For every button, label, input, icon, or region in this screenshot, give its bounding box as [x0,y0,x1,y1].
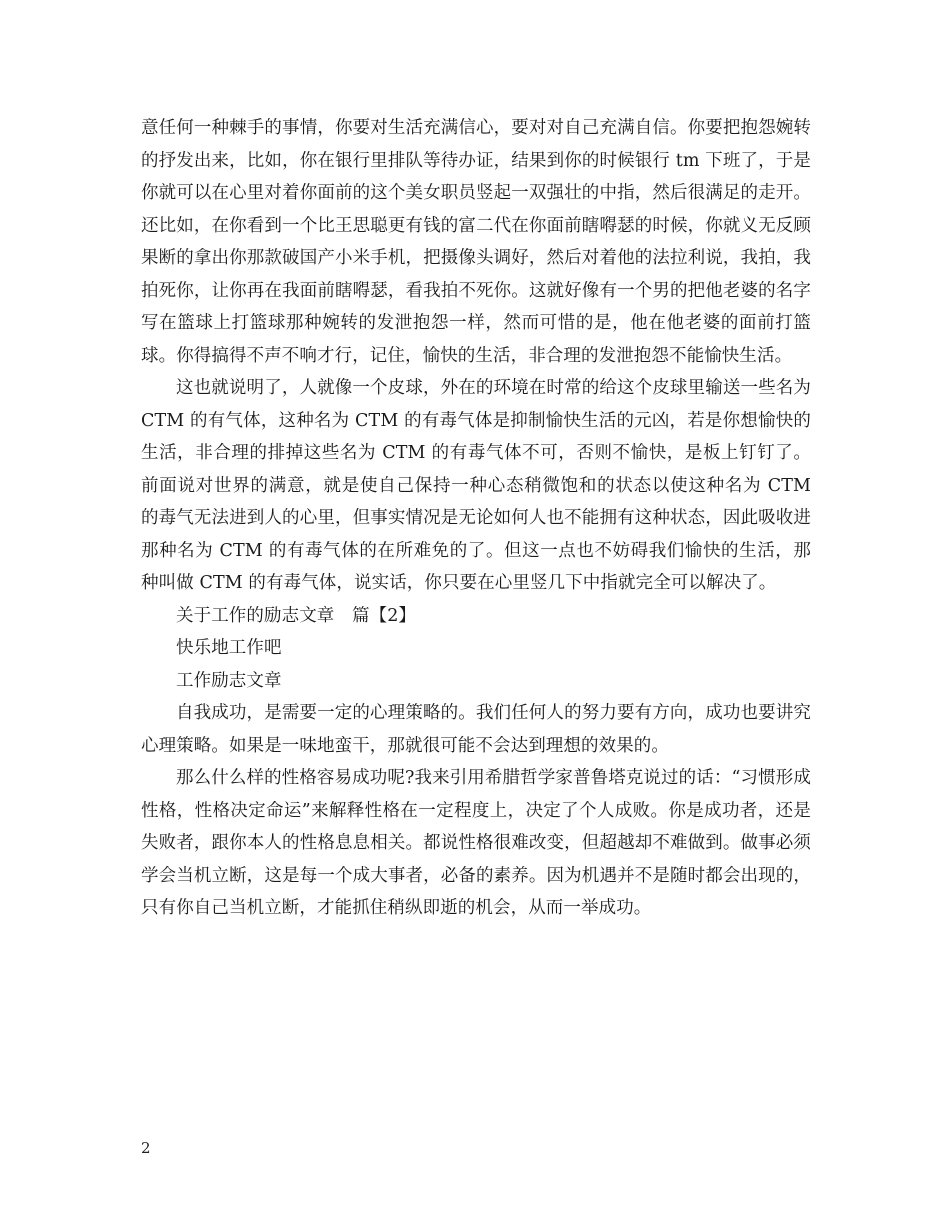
paragraph-1: 意任何一种棘手的事情，你要对生活充满信心，要对对自己充满自信。你要把抱怨婉转的抒发出来，比如，你在银行里排队等待办证，结果到你的时候银行 tm 下班了，于是你就可以在心里对着你面前的这个美女职员竖起一双强壮的中指，然后很满足的走开。还比如，在你看到一个比王思聪更有钱的富二代在你面前瞎嘚瑟的时候，你就义无反顾果断的拿出你那款破国产小米手机，把摄像头调好，然后对着他的法拉利说，我拍，我拍死你，让你再在我面前瞎嘚瑟，看我拍不死你。这就好像有一个男的把他老婆的名字写在篮球上打篮球那种婉转的发泄抱怨一样，然而可惜的是，他在他老婆的面前打篮球。你得搞得不声不响才行，记住，愉快的生活，非合理的发泄抱怨不能愉快生活。 [141,118,811,366]
article-category: 工作励志文章 [176,670,282,691]
paragraph-3: 自我成功，是需要一定的心理策略的。我们任何人的努力要有方向，成功也要讲究心理策略。如果是一味地蛮干，那就很可能不会达到理想的效果的。 [141,703,811,756]
article-title: 快乐地工作吧 [176,638,282,658]
document-body [141,112,811,925]
paragraph-2: 这也就说明了，人就像一个皮球，外在的环境在时常的给这个皮球里输送一些名为 CTM 的有气体，这种名为 CTM 的有毒气体是抑制愉快生活的元凶，若是你想愉快的生活，非合理的排掉这些名为 CTM 的有毒气体不可，否则不愉快，是板上钉钉了。前面说对世界的满意，就是使自己保持一种心态稍微饱和的状态以使这种名为 CTM 的毒气无法进到人的心里，但事实情况是无论如何人也不能拥有这种状态，因此吸收进那种名为 CTM 的有毒气体的在所难免的了。但这一点也不妨碍我们愉快的生活，那种叫做 CTM 的有毒气体，说实话，你只要在心里竖几下中指就完全可以解决了。 [141,378,811,593]
page-number: 2 [141,1139,151,1157]
section-heading: 关于工作的励志文章 篇【2】 [176,605,417,626]
paragraph-4: 那么什么样的性格容易成功呢?我来引用希腊哲学家普鲁塔克说过的话：“习惯形成性格，性格决定命运”来解释性格在一定程度上，决定了个人成败。你是成功者，还是失败者，跟你本人的性格息息相关。都说性格很难改变，但超越却不难做到。做事必须学会当机立断，这是每一个成大事者，必备的素养。因为机遇并不是随时都会出现的，只有你自己当机立断，才能抓住稍纵即逝的机会，从而一举成功。 [141,768,811,918]
